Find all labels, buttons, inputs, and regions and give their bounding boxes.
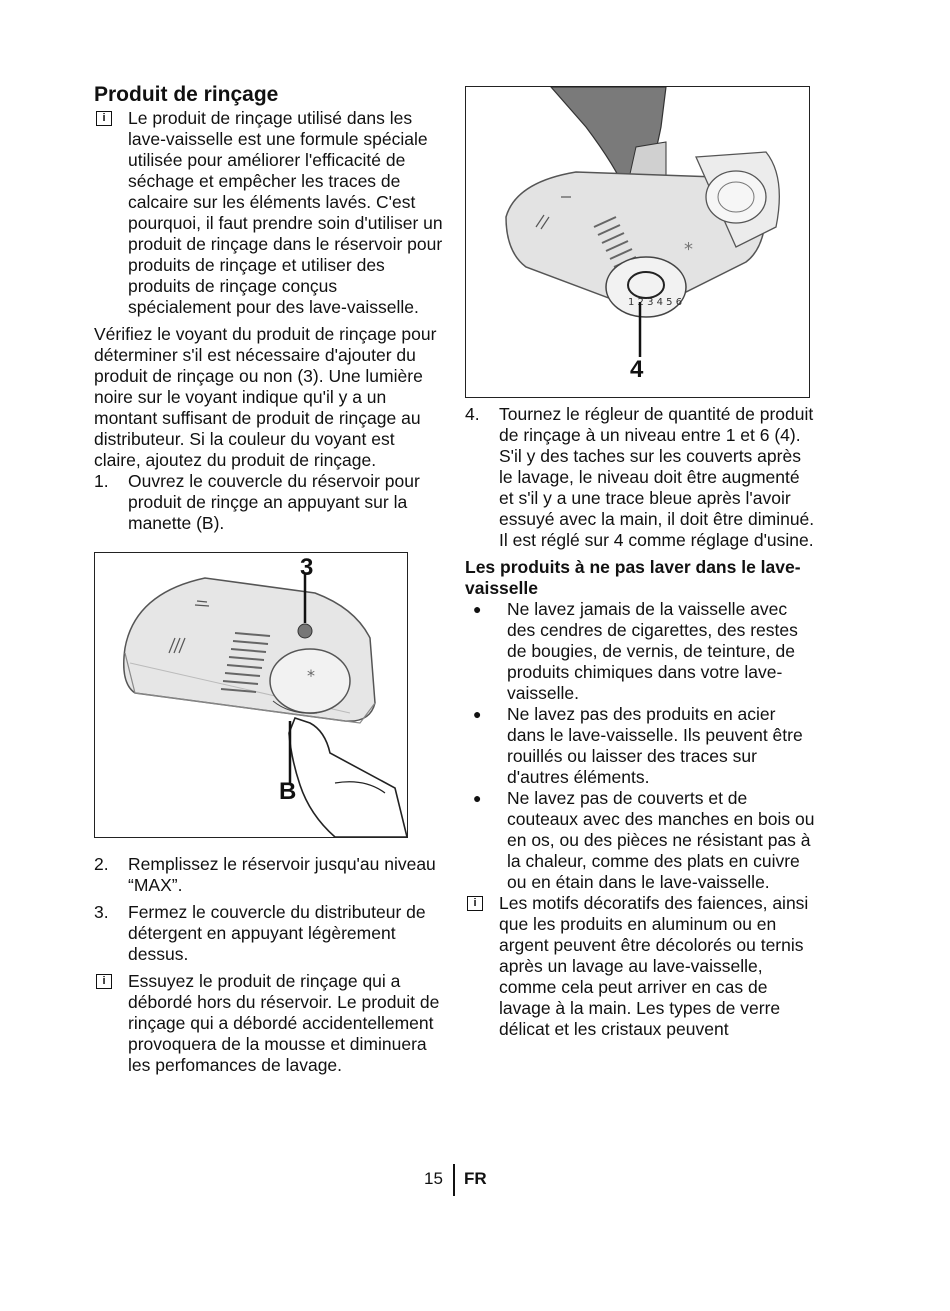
- subheading-not-washable: Les produits à ne pas laver dans le lave-vaisselle: [465, 557, 801, 598]
- figure-label-3: 3: [300, 554, 314, 581]
- step-number: 4.: [465, 404, 480, 424]
- info-note-1: [94, 108, 444, 318]
- right-column: [465, 86, 815, 1040]
- steps-list-2: [94, 854, 444, 965]
- list-item-text: Ne lavez jamais de la vaisselle avec des cendres de cigarettes, des restes de bougies, de vernis, de teinture, de produits chimiques dans votre lave-vaisselle.: [507, 599, 798, 703]
- footer-divider: [453, 1164, 455, 1196]
- step-text: Tournez le régleur de quantité de produit de rinçage à un niveau entre 1 et 6 (4). S'il y des taches sur les couverts après le lavage, le niveau doit être augmenté et s'il y a une trace bleue après l'avoir essuyé avec la main, il doit être diminué. Il est réglé sur 4 comme réglage d'usine.: [499, 404, 815, 550]
- left-column: [94, 82, 444, 1076]
- info-icon: i: [96, 111, 112, 126]
- language-code: FR: [464, 1169, 487, 1188]
- info-icon: i: [467, 896, 483, 911]
- step-2: [94, 854, 444, 896]
- step-number: 2.: [94, 854, 109, 874]
- info-text-1: Le produit de rinçage utilisé dans les lave-vaisselle est une formule spéciale utilisée pour améliorer l'efficacité de séchage et empêcher les traces de calcaire sur les éléments lavés. C'est pourquoi, il faut prendre soin d'utiliser un produit de rinçage dans le réservoir pour produits de rinçage et utiliser des produits de rinçage conçus spécialement pour des lave-vaisselle.: [128, 108, 443, 317]
- step-text: Fermez le couvercle du distributeur de détergent en appuyant légèrement dessus.: [128, 902, 426, 964]
- info-icon: i: [96, 974, 112, 989]
- svg-text:1 2 3 4 5 6: 1 2 3 4 5 6: [628, 297, 683, 308]
- steps-list-3: [465, 404, 815, 551]
- step-1: [94, 471, 444, 534]
- step-4: [465, 404, 815, 551]
- info-text-3: Les motifs décoratifs des faiences, ainsi que les produits en aluminum ou en argent peuvent être décolorés ou ternis après un lavage au lave-vaisselle, comme cela peut arriver en cas de lavage à la main. Les types de verre délicat et les cristaux peuvent: [499, 893, 809, 1039]
- info-note-2: [94, 971, 444, 1076]
- bullet-icon: ●: [473, 706, 482, 722]
- pointing-hand-icon: [289, 718, 407, 837]
- bullet-icon: ●: [473, 790, 482, 806]
- steps-list-1: [94, 471, 444, 534]
- list-item: [465, 599, 815, 704]
- figure-dispenser-open: [94, 552, 408, 838]
- figure-dispenser-adjust: [465, 86, 810, 398]
- dispenser-illustration: [95, 553, 407, 837]
- paragraph-check-indicator: Vérifiez le voyant du produit de rinçage pour déterminer s'il est nécessaire d'ajouter du produit de rinçage ou non (3). Une lumière noire sur le voyant indique qu'il y a un montant suffisant de produit de rinçage au distributeur. Si la couleur du voyant est claire, ajoutez du produit de rinçage.: [94, 324, 437, 470]
- bullet-icon: ●: [473, 601, 482, 617]
- step-3: [94, 902, 444, 965]
- page-number: 15: [424, 1169, 443, 1188]
- step-text: Ouvrez le couvercle du réservoir pour produit de rinçge an appuyant sur la manette (B).: [128, 471, 420, 533]
- list-item: [465, 704, 815, 788]
- figure-label-4: 4: [630, 356, 644, 383]
- list-item-text: Ne lavez pas de couverts et de couteaux avec des manches en bois ou en os, ou des pièces ne résistant pas à la chaleur, comme des plats en cuivre ou en étain dans le lave-vaisselle.: [507, 788, 815, 892]
- step-number: 1.: [94, 471, 109, 491]
- not-washable-list: [465, 599, 815, 893]
- svg-text:*: *: [307, 666, 315, 685]
- section-title: Produit de rinçage: [94, 83, 279, 106]
- figure-label-b: B: [279, 778, 297, 805]
- step-number: 3.: [94, 902, 109, 922]
- list-item: [465, 788, 815, 893]
- info-note-3: [465, 893, 815, 1040]
- svg-text:*: *: [684, 239, 693, 260]
- list-item-text: Ne lavez pas des produits en acier dans le lave-vaisselle. Ils peuvent être rouillés ou laisser des traces sur d'autres éléments.: [507, 704, 803, 787]
- step-text: Remplissez le réservoir jusqu'au niveau “MAX”.: [128, 854, 436, 895]
- info-text-2: Essuyez le produit de rinçage qui a débordé hors du réservoir. Le produit de rinçage qui a débordé accidentellement provoquera de la mousse et diminuera les perfomances de lavage.: [128, 971, 440, 1075]
- dispenser-adjust-illustration: [466, 87, 809, 397]
